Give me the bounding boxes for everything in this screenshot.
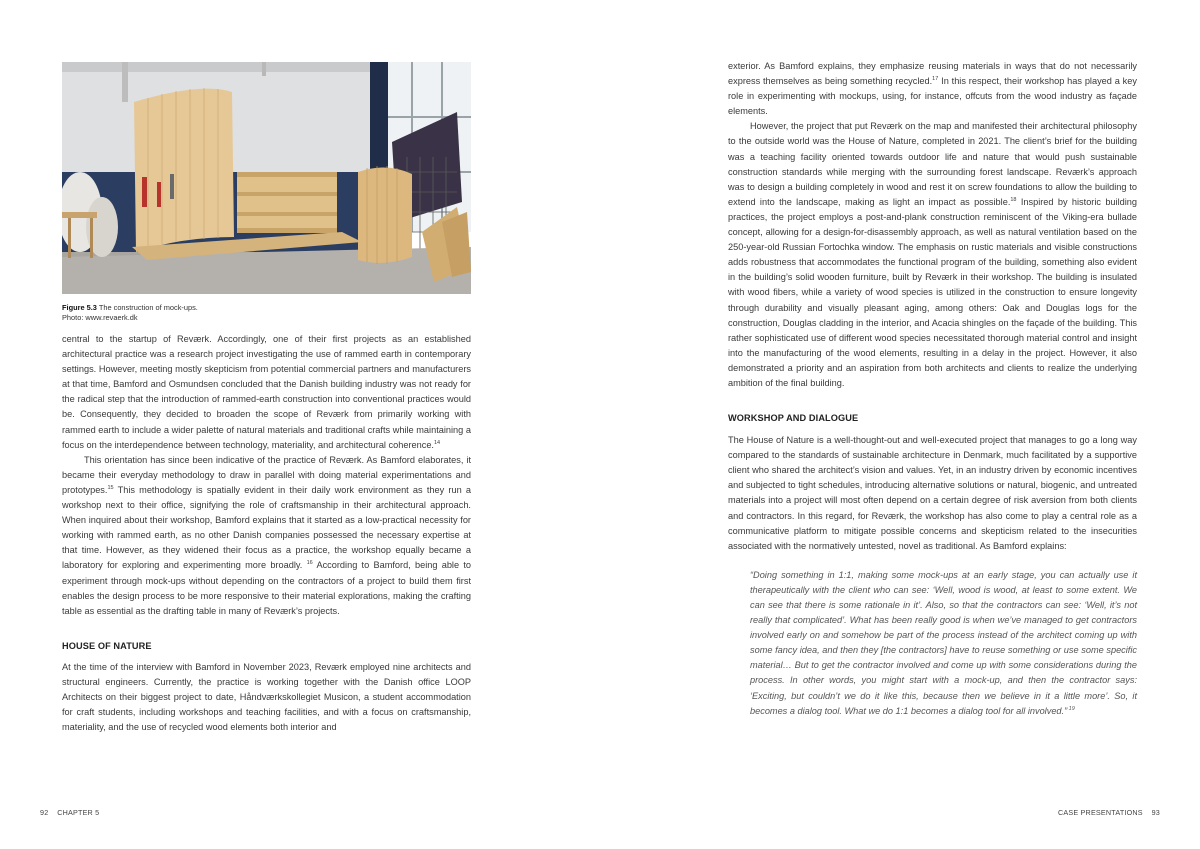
figure-photo bbox=[62, 62, 471, 294]
footer-left bbox=[40, 808, 99, 817]
section-heading-house-of-nature: HOUSE OF NATURE bbox=[62, 640, 152, 651]
figure-photo-credit: Photo: www.revaerk.dk bbox=[62, 312, 138, 322]
footnote-ref: 15 bbox=[107, 484, 114, 491]
running-head-right: CASE PRESENTATIONS bbox=[1057, 808, 1143, 817]
footnote-ref: 17 bbox=[932, 76, 939, 83]
left-paragraph-1: central to the startup of Reværk. Accordingly, one of their first projects as an established architectural practice was a research project investigating the use of rammed earth in contemporary settings. However, meeting mostly skepticism from potential commercial partners and manufacturers at that time, Bamford and Osmundsen concluded that the Danish building industry was not ready for the radical step that the introduction of rammed-earth construction into conventional practices would be. Consequently, they decided to broaden the scope of Reværk from primarily working with rammed earth to include a wider palette of natural materials and traditional crafts while maintaining a focus on the interdependence between technology, materiality, and architectural coherence.$^{14}$ bbox=[62, 334, 471, 450]
right-paragraph-3: The House of Nature is a well-thought-out and well-executed project that manages to go a long way compared to the standards of sustainable architecture in Denmark, much facilitated by a supportive client who shared the architect’s vision and values. Yet, in an industry driven by economic incentives and subjected to tight schedules, introducing alternative solutions or natural, biogenic, and untreated materials into a project will most often depend on a certain degree of risk aversion from both clients and contractors. In this regard, for Reværk, the workshop has also come to play a central role as a communicative platform to mitigate possible concerns and skepticism related to the insecurities associated with the normatively untested, novel as traditional. As Bamford explains: bbox=[728, 435, 1137, 551]
right-page-body bbox=[728, 59, 1137, 719]
left-paragraph-2: This orientation has since been indicative of the practice of Reværk. As Bamford elaborates, it became their everyday methodology to draw in parallel with doing material experimentations and prototypes.$^{15}$ This methodology is spatially evident in their daily work environment as they run a workshop next to their office, signifying the role of craftsmanship in their architectural approach. When inquired about their workshop, Bamford explains that it started as a low-practical necessity for working with rammed earth, as no other Danish companies possessed the necessary expertise at that time. However, as they widened their focus as a practice, the workshop equally became a laboratory for exploring and experimenting more broadly. $^{16}$ According to Bamford, being able to experiment through mock-ups without depending on the contractors of a project to build them first enables the design process to be more responsive to their material explorations, making the crafting table as essential as the drafting table in many of Reværk’s projects. bbox=[62, 454, 471, 616]
footer-right bbox=[1058, 808, 1160, 817]
footnote-ref: 16 bbox=[306, 560, 313, 567]
figure-caption bbox=[62, 303, 471, 322]
footnote-ref: 14 bbox=[433, 439, 441, 446]
section-heading-workshop-and-dialogue: WORKSHOP AND DIALOGUE bbox=[728, 413, 859, 424]
figure-caption-text: The construction of mock-ups. bbox=[96, 303, 198, 312]
right-paragraph-2: However, the project that put Reværk on the map and manifested their architectural philosophy to the outside world was the House of Nature, completed in 2021. The client’s brief for the building was a teaching facility oriented towards outdoor life and nature that would push sustainable construction standards while merging with the surrounding forest landscape. Reværk’s approach was to design a building completely in wood and rest it on screw foundations to allow the building to extend into the landscape, making as light an impact as possible.$^{18}$ Inspired by historic building practices, the project employs a post-and-plank construction reminiscent of the Viking-era bullade concept, allowing for a design-for-disassembly approach, as well as natural ventilation based on the 250-year-old Russian Fortochka window. The emphasis on rustic materials and visible constructions adds robustness that accommodates the functional program of the building, something also evident in the building’s solid wooden furniture, built by Reværk in their workshop. The building is insulated with wood fibers, while a variety of wood species is utilized in the construction to ensure longevity through durability and visually pleasant aging, among others: Oak and Douglas logs for the construction, Douglas cladding in the interior, and Acacia shingles on the façade of the building. This rather sophisticated use of different wood species necessitated thorough material control and insight into the manufacturing of the wood elements, resulting in a delay in the project. However, it also demonstrated a priority and an aspiration from both architects and clients to realize the underlying ambition of the final building. bbox=[728, 121, 1137, 388]
left-paragraph-3: At the time of the interview with Bamford in November 2023, Reværk employed nine architects and structural engineers. Currently, the practice is working together with the Danish office LOOP Architects on their biggest project to date, Håndværkskollegiet Musicon, a student accommodation for craft students, including workshops and teaching facilities, and with a focus on craftsmanship, materiality, and the use of recycled wood elements both interior and bbox=[62, 661, 471, 733]
left-page-body bbox=[62, 332, 471, 735]
page-number-right: 93 bbox=[1151, 808, 1160, 817]
page-number-left: 92 bbox=[40, 808, 49, 817]
right-paragraph-1: exterior. As Bamford explains, they emphasize reusing materials in ways that do not necessarily express themselves as being something recycled.$^{17}$ In this respect, their workshop has played a key role in experimenting with mockups, using, for instance, offcuts from the wood industry as façade elements. bbox=[728, 61, 1137, 117]
block-quote bbox=[728, 568, 1137, 719]
figure-label: Figure 5.3 bbox=[62, 303, 97, 312]
footnote-ref: 19 bbox=[1067, 705, 1075, 712]
footnote-ref: 18 bbox=[1010, 196, 1017, 203]
quote-text: “Doing something in 1:1, making some mock-ups at an early stage, you can actually use it therapeutically with the client who can see: ‘Well, wood is wood, at least to some extent. We can see that there is some rationale in it’. Also, so that the contractors can see: ‘Well, it’s not really that complicated’. What has been really good is when we’ve managed to get contractors involved early on and somehow be part of the process instead of the architect coming up with some fancy idea, and then they [the contractors] have to reuse something or use some specific material… But to get the contractor involved and come up with some considerations during the process. In other words, you might start with a mock-up, and then the contractor says: ‘Exciting, but couldn’t we do it like this, because then we believe in it a little more’. So, it becomes a dialog tool. What we do 1:1 becomes a dialog tool for all involved.” $^{19}$ bbox=[750, 569, 1137, 716]
running-head-left: CHAPTER 5 bbox=[57, 808, 100, 817]
